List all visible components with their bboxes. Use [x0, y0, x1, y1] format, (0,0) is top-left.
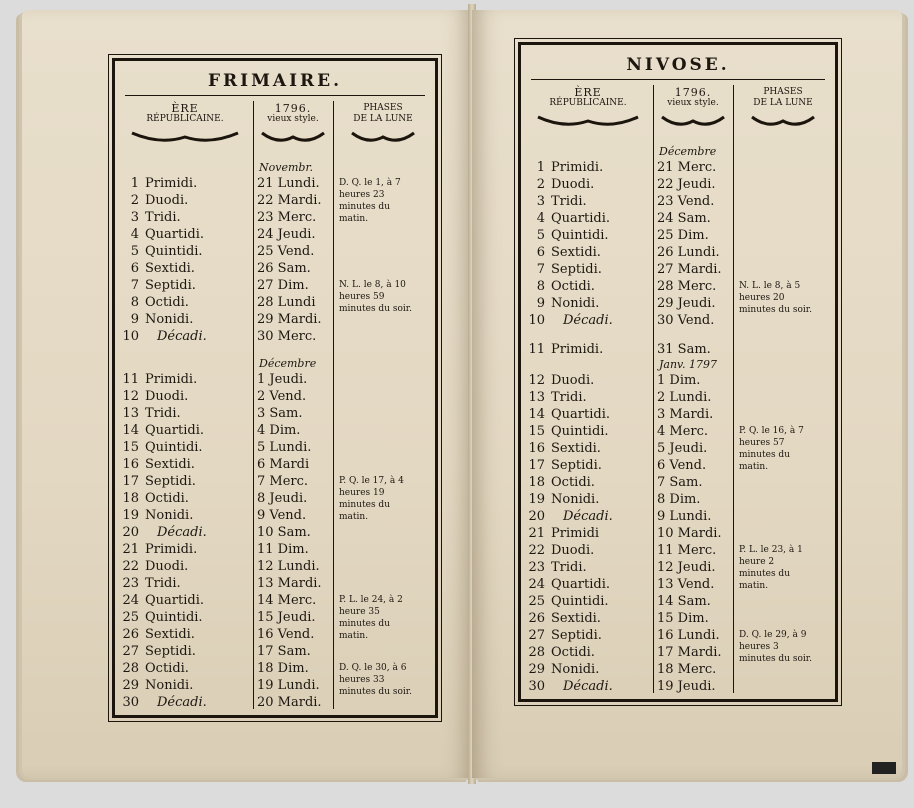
gregorian-date: 7 Merc. — [257, 474, 309, 489]
calendar-row — [521, 227, 835, 244]
gregorian-date: 25 Dim. — [657, 228, 709, 243]
day-number: 6 — [536, 245, 545, 260]
republican-day-name: Décadi. — [157, 329, 207, 344]
day-number: 20 — [122, 525, 139, 540]
day-number: 9 — [536, 296, 545, 311]
republican-day-name: Primidi — [551, 526, 600, 541]
gregorian-date: 30 Merc. — [257, 329, 317, 344]
header-year: 1796. vieux style. — [655, 87, 731, 129]
gregorian-date: 3 Mardi. — [657, 407, 714, 422]
republican-day-name: Primidi. — [145, 372, 198, 387]
moon-phase-note: N. L. le 8, à 10 heures 59 minutes du soir. — [339, 280, 412, 314]
day-number: 15 — [122, 440, 139, 455]
moon-phase-note: P. L. le 23, à 1 heure 2 minutes du matin. — [739, 545, 803, 591]
swash-ornament — [750, 115, 816, 129]
moon-phase-note: P. Q. le 17, à 4 heures 19 minutes du matin. — [339, 476, 404, 522]
day-number: 6 — [130, 261, 139, 276]
day-number: 19 — [528, 492, 545, 507]
republican-day-name: Quintidi. — [551, 228, 609, 243]
republican-day-name: Nonidi. — [551, 662, 600, 677]
gregorian-date: 23 Merc. — [257, 210, 317, 225]
day-number: 1 — [536, 160, 545, 175]
calendar-frame-frimaire — [112, 58, 438, 718]
calendar-frame-nivose — [518, 42, 838, 702]
calendar-row — [115, 226, 435, 243]
gregorian-date: 25 Vend. — [257, 244, 315, 259]
gregorian-date: 9 Lundi. — [657, 509, 712, 524]
republican-day-name: Quintidi. — [145, 244, 203, 259]
republican-day-name: Sextidi. — [145, 627, 195, 642]
republican-day-name: Sextidi. — [145, 457, 195, 472]
moon-phase-note: D. Q. le 29, à 9 heures 3 minutes du soir. — [739, 630, 812, 664]
day-number: 20 — [528, 509, 545, 524]
republican-day-name: Quartidi. — [551, 211, 610, 226]
day-number: 8 — [130, 295, 139, 310]
calendar-row — [115, 575, 435, 592]
title-rule — [531, 79, 825, 80]
gregorian-date: 29 Jeudi. — [657, 296, 716, 311]
gregorian-date: 28 Lundi — [257, 295, 316, 310]
gregorian-date: 29 Mardi. — [257, 312, 322, 327]
calendar-row — [115, 328, 435, 345]
calendar-row — [521, 193, 835, 210]
swash-ornament — [536, 115, 640, 129]
calendar-row — [115, 541, 435, 558]
day-number: 14 — [528, 407, 545, 422]
calendar-row — [521, 508, 835, 525]
republican-day-name: Octidi. — [551, 279, 595, 294]
moon-phase-note: N. L. le 8, à 5 heures 20 minutes du soir. — [739, 281, 812, 315]
swash-ornament — [260, 131, 326, 145]
day-number: 4 — [536, 211, 545, 226]
day-number: 29 — [528, 662, 545, 677]
day-number: 21 — [528, 526, 545, 541]
republican-day-name: Primidi. — [145, 176, 198, 191]
republican-day-name: Septidi. — [145, 644, 196, 659]
republican-day-name: Nonidi. — [145, 678, 194, 693]
header-year: 1796. vieux style. — [255, 103, 331, 145]
republican-day-name: Quintidi. — [145, 440, 203, 455]
gregorian-date: 24 Sam. — [657, 211, 711, 226]
calendar-row — [521, 176, 835, 193]
republican-day-name: Sextidi. — [551, 441, 601, 456]
calendar-row — [115, 260, 435, 277]
gregorian-date: 4 Dim. — [257, 423, 301, 438]
gregorian-date: 10 Mardi. — [657, 526, 722, 541]
day-number: 7 — [130, 278, 139, 293]
republican-day-name: Quintidi. — [551, 594, 609, 609]
day-number: 13 — [528, 390, 545, 405]
day-number: 3 — [536, 194, 545, 209]
republican-day-name: Septidi. — [551, 458, 602, 473]
header-phases: PHASES DE LA LUNE — [335, 103, 431, 145]
day-number: 16 — [528, 441, 545, 456]
gregorian-date: 8 Dim. — [657, 492, 701, 507]
republican-day-name: Octidi. — [145, 661, 189, 676]
day-number: 4 — [130, 227, 139, 242]
calendar-row — [115, 643, 435, 660]
day-number: 17 — [528, 458, 545, 473]
gregorian-date: 18 Dim. — [257, 661, 309, 676]
republican-day-name: Septidi. — [551, 628, 602, 643]
calendar-row — [521, 474, 835, 491]
calendar-row — [115, 371, 435, 388]
calendar-row — [115, 439, 435, 456]
day-number: 23 — [122, 576, 139, 591]
header-era: ÈRE RÉPUBLICAINE. — [119, 103, 251, 145]
gregorian-date: 19 Lundi. — [257, 678, 320, 693]
calendar-row — [115, 405, 435, 422]
gregorian-date: 22 Mardi. — [257, 193, 322, 208]
gregorian-date: 13 Vend. — [657, 577, 715, 592]
republican-day-name: Septidi. — [145, 474, 196, 489]
republican-day-name: Nonidi. — [145, 508, 194, 523]
gregorian-date: 2 Lundi. — [657, 390, 712, 405]
republican-day-name: Quintidi. — [551, 424, 609, 439]
republican-day-name: Tridi. — [551, 560, 587, 575]
day-number: 22 — [122, 559, 139, 574]
calendar-row — [521, 491, 835, 508]
gregorian-date: 7 Sam. — [657, 475, 703, 490]
day-number: 18 — [122, 491, 139, 506]
day-number: 11 — [528, 342, 545, 357]
gregorian-date: 19 Jeudi. — [657, 679, 716, 694]
republican-day-name: Sextidi. — [145, 261, 195, 276]
republican-day-name: Quartidi. — [551, 577, 610, 592]
republican-day-name: Tridi. — [551, 194, 587, 209]
header-phases: PHASES DE LA LUNE — [735, 87, 831, 129]
republican-day-name: Quartidi. — [145, 227, 204, 242]
gregorian-date: 17 Sam. — [257, 644, 311, 659]
gregorian-date: 5 Jeudi. — [657, 441, 708, 456]
day-number: 2 — [130, 193, 139, 208]
gregorian-date: 10 Sam. — [257, 525, 311, 540]
gregorian-month-label: Décembre — [659, 145, 717, 158]
day-number: 12 — [528, 373, 545, 388]
calendar-row — [115, 558, 435, 575]
day-number: 2 — [536, 177, 545, 192]
republican-day-name: Duodi. — [551, 177, 595, 192]
republican-day-name: Octidi. — [551, 645, 595, 660]
republican-day-name: Quartidi. — [145, 593, 204, 608]
gregorian-date: 22 Jeudi. — [657, 177, 716, 192]
republican-day-name: Décadi. — [157, 525, 207, 540]
gregorian-date: 16 Vend. — [257, 627, 315, 642]
gregorian-date: 18 Merc. — [657, 662, 717, 677]
page-corner-mark — [872, 762, 896, 774]
title-rule — [125, 95, 425, 96]
republican-day-name: Tridi. — [145, 406, 181, 421]
calendar-row — [115, 456, 435, 473]
day-number: 25 — [122, 610, 139, 625]
republican-day-name: Tridi. — [145, 210, 181, 225]
republican-day-name: Duodi. — [551, 373, 595, 388]
gregorian-date: 5 Lundi. — [257, 440, 312, 455]
republican-day-name: Quintidi. — [145, 610, 203, 625]
gregorian-date: 4 Merc. — [657, 424, 709, 439]
calendar-row — [521, 678, 835, 695]
header-era: ÈRE RÉPUBLICAINE. — [525, 87, 651, 129]
republican-day-name: Primidi. — [145, 542, 198, 557]
gregorian-date: 31 Sam. — [657, 342, 711, 357]
day-number: 29 — [122, 678, 139, 693]
day-number: 14 — [122, 423, 139, 438]
gregorian-month-label: Janv. 1797 — [659, 358, 717, 371]
open-almanac — [8, 4, 908, 800]
gregorian-date: 26 Lundi. — [657, 245, 720, 260]
gregorian-date: 28 Merc. — [657, 279, 717, 294]
gregorian-date: 8 Jeudi. — [257, 491, 308, 506]
republican-day-name: Quartidi. — [145, 423, 204, 438]
day-number: 28 — [122, 661, 139, 676]
day-number: 9 — [130, 312, 139, 327]
swash-ornament — [350, 131, 416, 145]
day-number: 15 — [528, 424, 545, 439]
calendar-row — [521, 593, 835, 610]
gregorian-date: 24 Jeudi. — [257, 227, 316, 242]
day-number: 28 — [528, 645, 545, 660]
calendar-row — [521, 406, 835, 423]
gregorian-date: 14 Merc. — [257, 593, 317, 608]
republican-day-name: Duodi. — [145, 389, 189, 404]
republican-day-name: Décadi. — [563, 313, 613, 328]
calendar-row — [115, 243, 435, 260]
day-number: 13 — [122, 406, 139, 421]
gregorian-date: 26 Sam. — [257, 261, 311, 276]
gregorian-date: 1 Jeudi. — [257, 372, 308, 387]
calendar-row — [521, 389, 835, 406]
day-number: 30 — [122, 695, 139, 710]
day-number: 26 — [528, 611, 545, 626]
day-number: 30 — [528, 679, 545, 694]
gregorian-date: 12 Lundi. — [257, 559, 320, 574]
day-number: 18 — [528, 475, 545, 490]
day-number: 24 — [528, 577, 545, 592]
gregorian-date: 17 Mardi. — [657, 645, 722, 660]
day-number: 27 — [528, 628, 545, 643]
gregorian-date: 20 Mardi. — [257, 695, 322, 710]
calendar-row — [521, 210, 835, 227]
day-number: 5 — [130, 244, 139, 259]
gregorian-date: 3 Sam. — [257, 406, 303, 421]
republican-day-name: Décadi. — [157, 695, 207, 710]
swash-ornament — [130, 131, 240, 145]
gregorian-month-label: Novembr. — [259, 161, 313, 174]
day-number: 8 — [536, 279, 545, 294]
day-number: 27 — [122, 644, 139, 659]
gregorian-month-label: Décembre — [259, 357, 317, 370]
calendar-row — [521, 372, 835, 389]
calendar-row — [115, 524, 435, 541]
calendar-row — [521, 525, 835, 542]
republican-day-name: Nonidi. — [551, 296, 600, 311]
republican-day-name: Primidi. — [551, 342, 604, 357]
day-number: 10 — [122, 329, 139, 344]
gregorian-date: 27 Mardi. — [657, 262, 722, 277]
calendar-row — [115, 422, 435, 439]
gregorian-date: 14 Sam. — [657, 594, 711, 609]
gregorian-date: 23 Vend. — [657, 194, 715, 209]
gregorian-date: 6 Vend. — [657, 458, 707, 473]
republican-day-name: Duodi. — [551, 543, 595, 558]
day-number: 3 — [130, 210, 139, 225]
gregorian-date: 11 Dim. — [257, 542, 309, 557]
day-number: 7 — [536, 262, 545, 277]
gregorian-date: 27 Dim. — [257, 278, 309, 293]
day-number: 23 — [528, 560, 545, 575]
day-number: 25 — [528, 594, 545, 609]
day-number: 10 — [528, 313, 545, 328]
gregorian-date: 2 Vend. — [257, 389, 307, 404]
day-number: 24 — [122, 593, 139, 608]
day-number: 5 — [536, 228, 545, 243]
month-title: FRIMAIRE. — [207, 71, 343, 91]
day-number: 16 — [122, 457, 139, 472]
republican-day-name: Décadi. — [563, 679, 613, 694]
republican-day-name: Octidi. — [145, 295, 189, 310]
day-number: 1 — [130, 176, 139, 191]
gregorian-date: 11 Merc. — [657, 543, 717, 558]
republican-day-name: Tridi. — [145, 576, 181, 591]
gregorian-date: 30 Vend. — [657, 313, 715, 328]
republican-day-name: Décadi. — [563, 509, 613, 524]
gregorian-date: 9 Vend. — [257, 508, 307, 523]
moon-phase-note: D. Q. le 30, à 6 heures 33 minutes du soir. — [339, 663, 412, 697]
republican-day-name: Octidi. — [551, 475, 595, 490]
day-number: 26 — [122, 627, 139, 642]
day-number: 19 — [122, 508, 139, 523]
republican-day-name: Septidi. — [551, 262, 602, 277]
gregorian-date: 15 Jeudi. — [257, 610, 316, 625]
gregorian-date: 16 Lundi. — [657, 628, 720, 643]
gregorian-date: 21 Merc. — [657, 160, 717, 175]
republican-day-name: Sextidi. — [551, 245, 601, 260]
calendar-row — [115, 388, 435, 405]
moon-phase-note: P. L. le 24, à 2 heure 35 minutes du matin. — [339, 595, 403, 641]
republican-day-name: Nonidi. — [551, 492, 600, 507]
republican-day-name: Duodi. — [145, 559, 189, 574]
day-number: 17 — [122, 474, 139, 489]
day-number: 12 — [122, 389, 139, 404]
republican-day-name: Nonidi. — [145, 312, 194, 327]
month-title: NIVOSE. — [626, 55, 730, 75]
republican-day-name: Duodi. — [145, 193, 189, 208]
calendar-row — [521, 261, 835, 278]
gregorian-date: 12 Jeudi. — [657, 560, 716, 575]
republican-day-name: Primidi. — [551, 160, 604, 175]
day-number: 11 — [122, 372, 139, 387]
gregorian-date: 1 Dim. — [657, 373, 701, 388]
republican-day-name: Octidi. — [145, 491, 189, 506]
swash-ornament — [660, 115, 726, 129]
republican-day-name: Sextidi. — [551, 611, 601, 626]
republican-day-name: Quartidi. — [551, 407, 610, 422]
calendar-row — [521, 341, 835, 358]
gregorian-date: 13 Mardi. — [257, 576, 322, 591]
gregorian-date: 6 Mardi — [257, 457, 310, 472]
page-nivose — [472, 10, 902, 778]
moon-phase-note: D. Q. le 1, à 7 heures 23 minutes du matin. — [339, 178, 401, 224]
republican-day-name: Tridi. — [551, 390, 587, 405]
calendar-row — [521, 610, 835, 627]
republican-day-name: Septidi. — [145, 278, 196, 293]
day-number: 22 — [528, 543, 545, 558]
calendar-row — [521, 244, 835, 261]
gregorian-date: 15 Dim. — [657, 611, 709, 626]
page-frimaire — [22, 10, 472, 778]
moon-phase-note: P. Q. le 16, à 7 heures 57 minutes du matin. — [739, 426, 804, 472]
gregorian-date: 21 Lundi. — [257, 176, 320, 191]
calendar-row — [521, 159, 835, 176]
day-number: 21 — [122, 542, 139, 557]
